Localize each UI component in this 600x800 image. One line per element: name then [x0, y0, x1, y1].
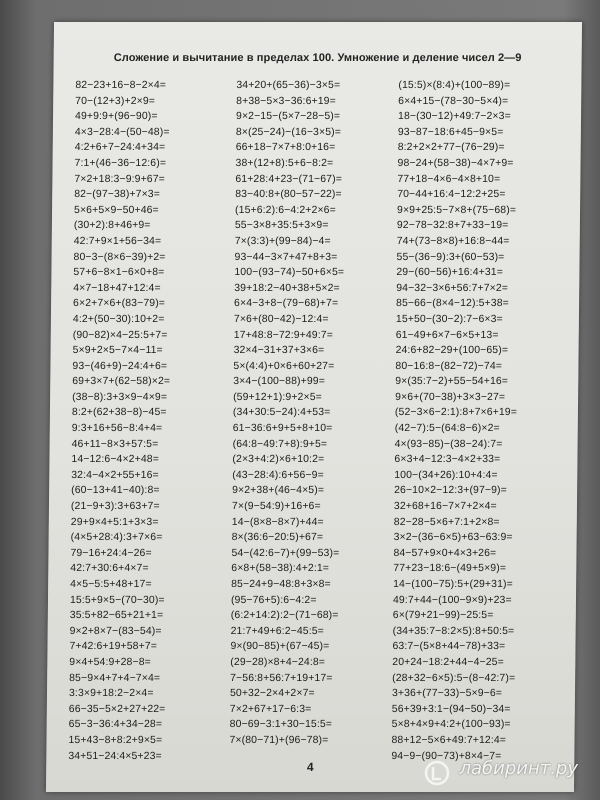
exercise-row: 79−16+24:4−26= — [70, 547, 152, 559]
exercise-row: 9×9+25:5−7×8+(75−68)= — [397, 204, 517, 216]
exercise-row: 85−66−(8×4−12):5+38= — [396, 298, 509, 310]
exercise-row: 32:4−4×2+55+16= — [71, 469, 159, 481]
exercise-row: 7+42:6+19+58+7= — [69, 641, 158, 653]
exercise-row: 8+38−5×3−36:6+19= — [236, 95, 336, 107]
exercise-row: 94−32−3×6+56:7+7×2= — [396, 282, 509, 294]
exercise-row: 6×4−3+8−(79−68)+7= — [234, 298, 339, 310]
page-title: Сложение и вычитание в пределах 100. Умножение и деление чисел 2—9 — [113, 52, 522, 64]
exercise-row: 9×2+8×7−(83−54)= — [69, 625, 162, 637]
exercise-row: 9×(35:7−2)+55−54+16= — [395, 376, 509, 388]
exercise-row: 7×6+(80−42)−12:4= — [233, 313, 329, 325]
exercise-row: (6:2+14:2):2−(71−68)= — [230, 610, 339, 622]
exercise-row: 7−56:8+56:7+19+17= — [230, 672, 333, 684]
exercise-row: 32+68+16−7×7+2×4= — [393, 501, 497, 513]
exercise-row: 77+23−18:6−(49+5×9)= — [393, 563, 507, 575]
labirint-logo-icon — [424, 760, 450, 786]
exercise-row: 7×2+18:3−9:9+67= — [74, 173, 165, 185]
exercise-row: 4×7−18+47+12:4= — [73, 282, 161, 294]
exercise-row: 54−(42:6−7)+(99−53)= — [231, 547, 340, 559]
exercise-row: 15:5+9×5−(70−30)= — [69, 594, 165, 606]
exercise-row: 49+9:9+(96−90)= — [74, 111, 158, 123]
exercise-row: 3:3×9+18:2−2×4= — [68, 688, 154, 700]
exercise-row: (2×3+4:2)×6+10:2= — [232, 454, 325, 466]
exercise-row: 15+43−8+8:2+9×5= — [68, 734, 163, 746]
exercise-row: (34+35:7−8:2×5):8+50:5= — [392, 625, 515, 637]
exercise-row: 56+39+3:1−(94−50)−34= — [391, 703, 511, 715]
exercise-row: 6×2+7×6+(83−79)= — [73, 298, 166, 310]
exercise-row: 6×3+4−12:3−4×2+33= — [394, 454, 501, 466]
exercise-row: 18−(30−12)+49:7−2×3= — [397, 111, 511, 123]
exercise-row: 98−24+(58−38)−4×7+9= — [397, 157, 514, 169]
exercise-row: 4×3−28:4−(50−48)= — [74, 126, 170, 138]
exercise-row: 9×2−15−(5×7−28−5)= — [235, 111, 341, 123]
exercise-row: 17+48:8−72:9+49:7= — [233, 329, 334, 341]
exercise-row: 63:7−(5×8+44−78)+33= — [392, 641, 506, 653]
exercise-row: 100−(93−74)−50+6×5= — [234, 267, 345, 279]
exercise-row: 21:7+49+6:2−45:5= — [230, 625, 324, 637]
exercise-row: 93−87−18:6+45−9×5= — [397, 126, 504, 138]
exercise-row: 8×(36:6−20:5)+67= — [231, 532, 324, 544]
exercise-row: 9×2+38+(46−4×5)= — [232, 485, 325, 497]
exercise-row: 34+20+(65−36)−3×5= — [236, 80, 341, 91]
exercise-row: 8:2+2×2+77−(76−29)= — [397, 142, 505, 154]
exercise-row: 29+9×4+5:1+3×3= — [70, 516, 159, 528]
exercise-row: 82−28−5×6+7:1+2×8= — [393, 516, 500, 528]
exercise-row: 5×9+2×5−7×4−11= — [72, 345, 163, 357]
exercise-row: 6×8+(58−38):4+2:1= — [231, 563, 330, 575]
exercise-row: 70−(12+3)+2×9= — [75, 95, 156, 107]
exercise-row: 8×(25−24)−(16−3×5)= — [235, 126, 342, 138]
exercise-row: (59+12+1):9+2×5= — [233, 391, 322, 403]
exercise-row: (21−9+3):3+63+7= — [70, 501, 160, 513]
exercise-row: 61+28:4+23−(71−67)= — [235, 173, 343, 185]
exercise-row: 5×8+4×9+4:2+(100−93)= — [391, 719, 511, 731]
exercise-row: 5×(4:4)+0×6+60+27= — [233, 360, 335, 372]
exercise-row: 6×(79+21−99)−25:5= — [392, 610, 494, 622]
exercise-row: 26−10×2−12:3+(97−9)= — [394, 485, 507, 497]
exercise-row: 24:6+82−29+(100−65)= — [395, 345, 509, 357]
exercise-row: 83−40:8+(80−57−22)= — [235, 189, 342, 201]
exercise-row: 100−(34+26):10+4:4= — [394, 469, 498, 481]
exercise-row: 92−78−32:8+7+33−19= — [396, 220, 509, 232]
exercise-row: 6×4+15−(78−30−5×4)= — [398, 95, 509, 107]
exercise-row: 74+(73−8×8)+16:8−44= — [396, 235, 510, 247]
exercise-row: (38−8):3+3×9−4×9= — [72, 391, 168, 403]
worksheet-page — [46, 22, 582, 792]
exercise-row: (64:8−49:7+8):9+5= — [232, 438, 328, 450]
exercise-row: 4×5−5:5+48+17= — [70, 579, 152, 590]
exercise-row: (42−7):5−(64:8−6)×2= — [394, 423, 500, 435]
exercise-row: 4:2+(50−30):10+2= — [72, 313, 165, 325]
exercise-row: (95−76+5):6−4:2= — [230, 594, 317, 606]
exercise-row: 3×2−(36−6×5)+63−63:9= — [393, 532, 513, 544]
exercise-column-3 — [391, 78, 568, 764]
exercise-row: 85−9×4+7+4−7×4= — [69, 672, 161, 684]
exercise-column-1 — [68, 78, 245, 764]
exercise-row: (60−13+41−40):8= — [71, 485, 160, 497]
exercise-row: 3+36+(77−33)−5×9−6= — [391, 688, 503, 700]
exercise-row: 14−(100−75):5+(29+31)= — [393, 579, 513, 590]
exercise-row: 8:2+(62+38−8)−45= — [71, 407, 167, 419]
exercise-row: (43−28:4):6+56−9= — [232, 469, 324, 481]
exercise-row: (34+30:5−24):4+53= — [232, 407, 331, 419]
exercise-row: 80−69−3:1+30−15:5= — [229, 719, 333, 731]
exercise-row: 9×4+54:9+28−8= — [69, 656, 151, 668]
exercise-row: 66+18−7×7+8:0+16= — [235, 142, 336, 154]
exercise-row: 61−49+6×7−6×5+13= — [395, 329, 499, 341]
exercise-row: 42:7+30:6+4×7= — [70, 563, 149, 575]
exercise-row: 3×4−(100−88)+99= — [233, 376, 325, 388]
exercise-row: 4×(93−85)−(38−24):7= — [394, 438, 503, 450]
exercise-row: 7×2+67+17−6:3= — [229, 703, 312, 715]
exercise-row: 55−(36−9):3+(60−53)= — [396, 251, 505, 263]
exercise-row: (90−82)×4−25:5+7= — [72, 329, 168, 341]
exercise-row: 93−44−3×7+47+8+3= — [234, 251, 338, 263]
watermark-text: лабиринт.ру — [459, 758, 578, 779]
exercise-row: 70−44+16:4−12:2+25= — [397, 189, 506, 201]
exercise-column-2 — [229, 78, 406, 749]
exercise-row: (30+2):8+46+9= — [73, 220, 151, 232]
exercise-row: 38+(12+8):5+6−8:2= — [235, 157, 334, 169]
exercise-row: 77+18−4×6−4×8+10= — [397, 173, 501, 185]
exercise-row: 14−(8×8−8×7)+44= — [231, 516, 324, 528]
exercise-row: 93−(46+9)−24:4+6= — [72, 360, 168, 372]
exercise-row: 80−16:8−(82−72)−74= — [395, 360, 503, 372]
exercise-row: 7×(80−71)+(96−78)= — [229, 734, 329, 746]
exercise-row: 7×(9−54:9)+16+6= — [231, 501, 321, 513]
exercise-row: 65−3−36:4+34−28= — [68, 719, 163, 731]
exercise-row: 94−9−(90−73)+8×4−7= — [391, 750, 502, 762]
exercise-row: (4×5+28:4):3+7×6= — [70, 532, 163, 544]
exercise-row: (52−3×6−2:1):8+7×6+19= — [394, 407, 518, 419]
exercise-row: 39+18:2−40+38+5×2= — [234, 282, 340, 294]
exercise-row: 9×(90−85)+(67−45)= — [230, 641, 330, 653]
page-number: 4 — [306, 760, 314, 774]
exercise-row: 9:3+16+56−8:4+4= — [71, 423, 163, 435]
exercise-row: 20+24−18:2+44−4−25= — [392, 656, 504, 668]
exercise-row: 82−23+16−8−2×4= — [75, 80, 167, 91]
exercise-row: 50+32−2×4+2×7= — [229, 688, 315, 700]
exercise-row: 80−3−(8×6−39)+2= — [73, 251, 166, 263]
exercise-row: 5×6+5×9−50+46= — [74, 204, 159, 216]
exercise-row: 84−57+9×0+4×3+26= — [393, 547, 497, 559]
exercise-row: 61−36:6+9+5+8+10= — [232, 423, 333, 435]
exercise-row: 9×6+(70−38)+3×3−27= — [395, 391, 506, 403]
exercise-row: (29−28)×8+4−24:8= — [230, 656, 326, 668]
exercise-row: 82−(97−38)+7×3= — [74, 189, 161, 201]
exercise-row: (15+6:2):6−4:2+2×6= — [235, 204, 336, 216]
exercise-row: 35:5+82−65+21+1= — [69, 610, 164, 622]
exercise-row: 42:7+9×1+56−34= — [73, 235, 162, 247]
exercise-row: 49:7+44−(100−9×9)+23= — [392, 594, 512, 606]
exercise-row: 15+50−(30−2):7−6×3= — [395, 313, 503, 325]
exercise-row: (15:5)×(8:4)+(100−89)= — [398, 80, 511, 91]
exercise-row: 29−(60−56)+16:4+31= — [396, 267, 504, 279]
exercise-row: (28+32−6×5):5−(8−42:7)= — [392, 672, 516, 684]
exercise-row: 4:2+6+7−24:4+34= — [74, 142, 166, 154]
exercise-row: 88+12−5×6+49:7+12:4= — [391, 734, 507, 746]
exercise-row: 85−24+9−48:8+3×8= — [231, 579, 331, 590]
exercise-row: 46+11−8×3+57:5= — [71, 438, 159, 450]
exercise-row: 57+6−8×1−6×0+8= — [73, 267, 165, 279]
exercise-row: 69+3×7+(62−58)×2= — [72, 376, 171, 388]
exercise-row: 14−12:6−4×2+48= — [71, 454, 160, 466]
exercise-row: 55−3×8+35:5+3×9= — [234, 220, 329, 232]
exercise-row: 7×(3:3)+(99−84)−4= — [234, 235, 331, 247]
exercise-row: 34+51−24:4×5+23= — [68, 750, 162, 762]
exercise-row: 7:1+(46−36−12:6)= — [74, 157, 167, 169]
exercise-row: 66−35−5×2+27+22= — [68, 703, 166, 715]
exercise-row: 32×4−31+37+3×6= — [233, 345, 325, 357]
